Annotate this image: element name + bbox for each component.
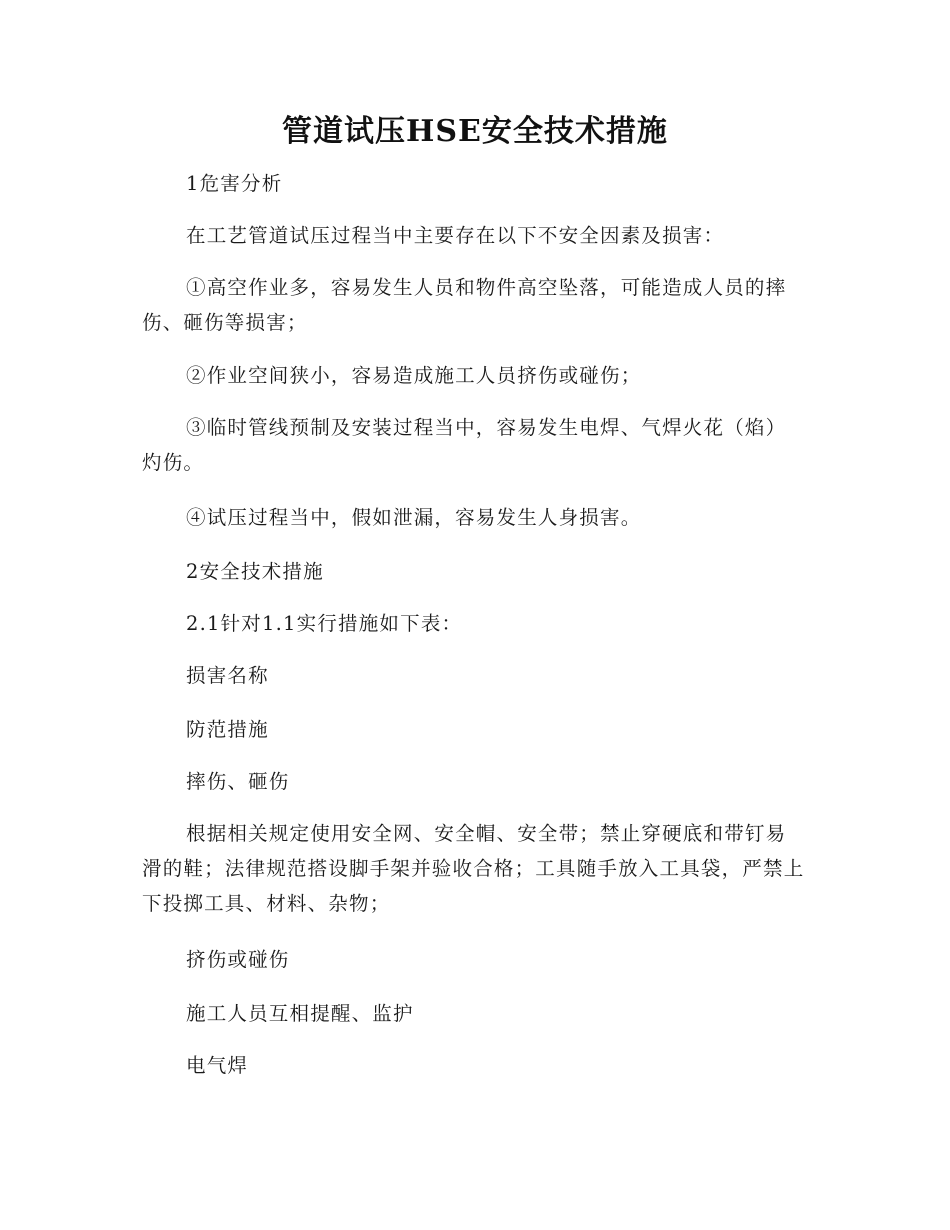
table-cell-crush-injury: 挤伤或碰伤 [186, 948, 290, 971]
section-heading-hazard-analysis: 1危害分析 [186, 172, 283, 195]
section-heading-safety-measures: 2安全技术措施 [186, 560, 324, 583]
table-header-hazard-name: 损害名称 [186, 664, 269, 687]
table-header-prevention: 防范措施 [186, 718, 269, 741]
table-cell-crush-measures: 施工人员互相提醒、监护 [186, 1002, 414, 1025]
table-cell-welding: 电气焊 [186, 1054, 249, 1077]
table-cell-fall-injury: 摔伤、砸伤 [186, 770, 290, 793]
paragraph-hazard-4: ④试压过程当中，假如泄漏，容易发生人身损害。 [186, 506, 642, 529]
document-title: 管道试压HSE安全技术措施 [282, 114, 668, 149]
paragraph-intro: 在工艺管道试压过程当中主要存在以下不安全因素及损害： [186, 224, 725, 247]
paragraph-hazard-2: ②作业空间狭小，容易造成施工人员挤伤或碰伤； [186, 364, 642, 387]
paragraph-hazard-1: ①高空作业多，容易发生人员和物件高空坠落，可能造成人员的摔伤、砸伤等损害； [142, 276, 787, 334]
paragraph-measures-intro: 2.1针对1.1实行措施如下表： [186, 612, 463, 635]
table-cell-fall-measures: 根据相关规定使用安全网、安全帽、安全带；禁止穿硬底和带钉易滑的鞋；法律规范搭设脚手架并验收合格；工具随手放入工具袋，严禁上下投掷工具、材料、杂物； [142, 822, 805, 915]
paragraph-hazard-3: ③临时管线预制及安装过程当中，容易发生电焊、气焊火花（焰）灼伤。 [142, 416, 787, 474]
